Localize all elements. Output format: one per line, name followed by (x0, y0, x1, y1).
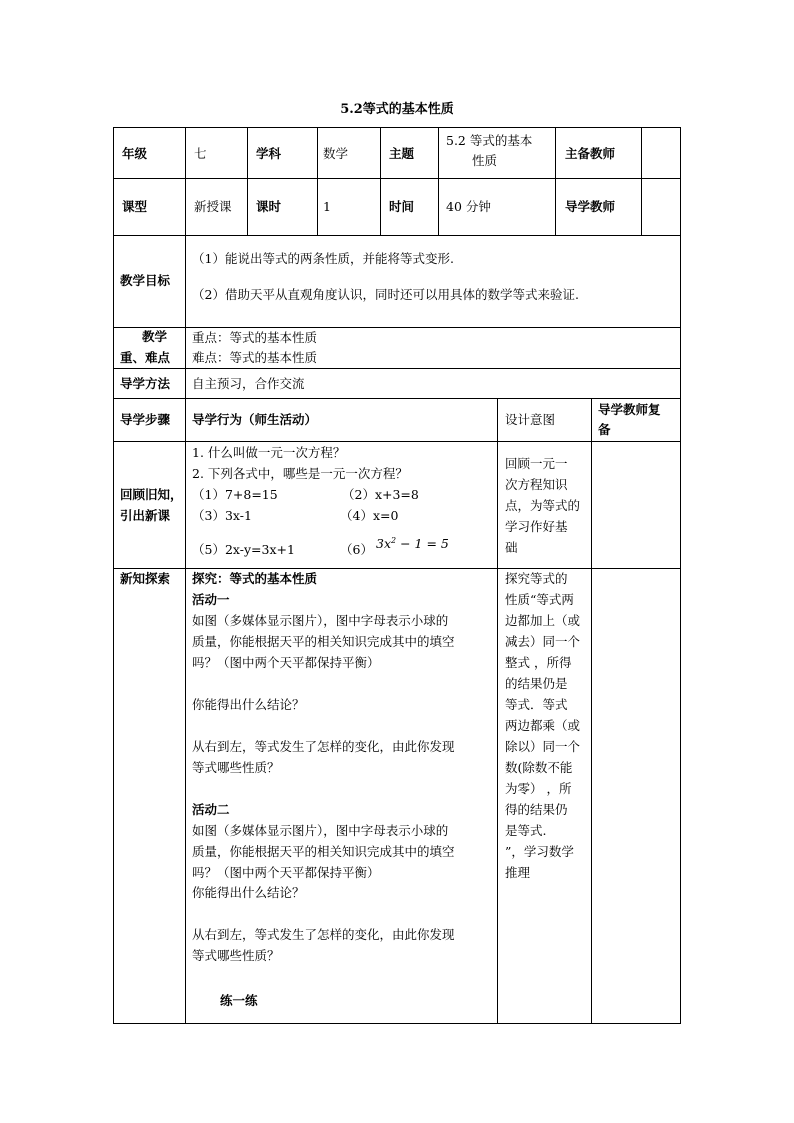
review-equation: （3）3x-1 (192, 508, 252, 523)
period-label: 课时 (256, 199, 282, 214)
activity-1-question: 从右到左，等式发生了怎样的变化，由此你发现 (192, 739, 455, 754)
steps-header-intent: 设计意图 (505, 412, 556, 427)
activity-2-question: 从右到左，等式发生了怎样的变化，由此你发现 (192, 927, 455, 942)
key-points-label-line2: 重、难点 (120, 350, 171, 365)
review-equation: （2）x+3=8 (342, 487, 419, 502)
key-point: 重点：等式的基本性质 (192, 330, 318, 345)
review-label-line2: 引出新课 (120, 508, 171, 523)
col-divider (555, 128, 556, 235)
subject-value: 数学 (323, 146, 349, 161)
activity-2-text: 吗？（图中两个天平都保持平衡） (192, 865, 380, 880)
difficult-point: 难点：等式的基本性质 (192, 350, 318, 365)
col-divider (641, 128, 642, 235)
activity-1-text: 质量，你能根据天平的相关知识完成其中的填空 (192, 634, 455, 649)
time-value: 40 分钟 (446, 199, 491, 214)
topic-value-line2: 性质 (472, 153, 498, 168)
review-equation: （1）7+8=15 (192, 487, 278, 502)
practice-heading: 练一练 (220, 993, 258, 1008)
explore-label: 新知探索 (120, 571, 171, 586)
activity-1-text: 如图（多媒体显示图片），图中字母表示小球的 (192, 613, 449, 628)
activity-1-text: 吗？（图中两个天平都保持平衡） (192, 655, 380, 670)
subject-label: 学科 (256, 146, 282, 161)
activity-2-question: 等式哪些性质？ (192, 948, 280, 963)
period-value: 1 (323, 199, 331, 214)
review-label-line1: 回顾旧知， (120, 487, 183, 502)
explore-heading: 探究：等式的基本性质 (192, 571, 318, 586)
page-title: 5.2等式的基本性质 (340, 102, 454, 117)
activity-1-question: 你能得出什么结论？ (192, 697, 305, 712)
topic-value-line1: 5.2 等式的基本 (446, 133, 533, 148)
col-divider (247, 128, 248, 235)
guide-teacher-label: 导学教师 (565, 199, 616, 214)
steps-header-step: 导学步骤 (120, 412, 171, 427)
activity-2-title: 活动二 (192, 802, 230, 817)
lead-teacher-label: 主备教师 (565, 146, 616, 161)
row-divider (114, 398, 680, 399)
col-divider (591, 398, 592, 1023)
method-label: 导学方法 (120, 376, 171, 391)
topic-label: 主题 (389, 146, 415, 161)
method-value: 自主预习，合作交流 (192, 376, 305, 391)
row-divider (114, 368, 680, 369)
col-divider (380, 128, 381, 235)
row-divider (114, 178, 680, 179)
type-value: 新授课 (194, 199, 232, 214)
activity-2-text: 质量，你能根据天平的相关知识完成其中的填空 (192, 844, 455, 859)
lesson-plan-table (113, 127, 681, 1024)
goal-item: （2）借助天平从直观角度认识，同时还可以用具体的数学等式来验证. (192, 287, 579, 302)
key-points-label-line1: 教学 (142, 329, 168, 344)
col-divider (185, 128, 186, 1023)
time-label: 时间 (389, 199, 415, 214)
goals-label: 教学目标 (120, 273, 171, 288)
review-equation: （4）x=0 (340, 508, 399, 523)
steps-header-review-line1: 导学教师复 (598, 402, 661, 417)
row-divider (114, 235, 680, 236)
steps-header-behavior: 导学行为（师生活动） (192, 412, 318, 427)
col-divider (438, 128, 439, 235)
goal-item: （1）能说出等式的两条性质，并能将等式变形. (192, 251, 454, 266)
activity-2-question: 你能得出什么结论？ (192, 885, 305, 900)
steps-header-review-line2: 备 (598, 422, 611, 437)
activity-2-text: 如图（多媒体显示图片），图中字母表示小球的 (192, 823, 449, 838)
review-question-2: 2. 下列各式中，哪些是一元一次方程？ (192, 466, 408, 481)
review-equation: （6） (340, 542, 373, 557)
review-question-1: 1. 什么叫做一元一次方程？ (192, 445, 346, 460)
type-label: 课型 (122, 199, 148, 214)
activity-1-question: 等式哪些性质？ (192, 760, 280, 775)
grade-label: 年级 (122, 146, 148, 161)
activity-1-title: 活动一 (192, 592, 230, 607)
col-divider (317, 128, 318, 235)
grade-value: 七 (194, 146, 207, 161)
review-intent: 回顾一元一 次方程知识 点，为等式的 学习作好基 础 (505, 456, 581, 555)
review-equation: （5）2x-y=3x+1 (192, 542, 295, 557)
review-equation-formula: $3x^2 - 1 = 5$ (376, 535, 449, 551)
col-divider (497, 398, 498, 1023)
explore-intent: 探究等式的 性质“等式两 边都加上（或 减去）同一个 整式 ，所得 的结果仍是 等式．等式 两边都乘（或 除以）同一个 数(除数不能 为零） ，所 得的结果仍 是等式. ”，学习数学 推理 (505, 571, 581, 880)
